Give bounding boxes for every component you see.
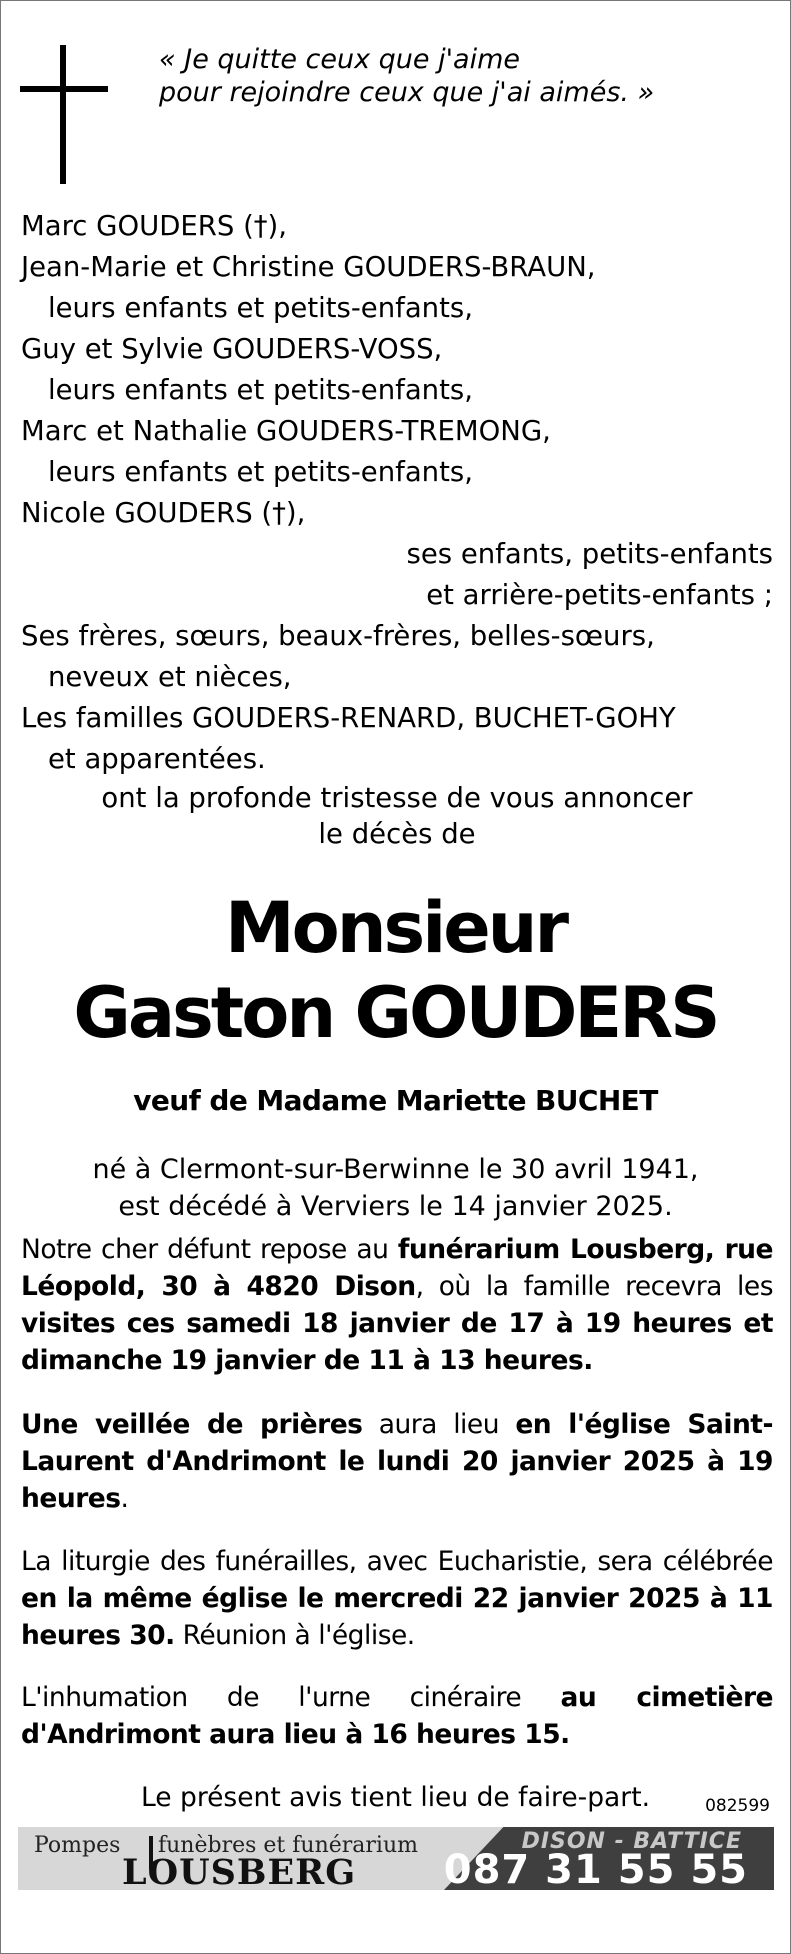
- family-line: Guy et Sylvie GOUDERS-VOSS,: [21, 333, 443, 365]
- announce-line: ont la profonde tristesse de vous annoncer: [101, 782, 693, 814]
- reference-number: 082599: [705, 1796, 770, 1816]
- family-line: ses enfants, petits-enfants: [406, 538, 773, 570]
- closing-line: Le présent avis tient lieu de faire-part.: [140, 1782, 651, 1813]
- banner-pompes: Pompes: [34, 1833, 121, 1858]
- epitaph-quote: « Je quitte ceux que j'aime pour rejoindre ceux que j'ai aimés. »: [159, 44, 655, 108]
- liturgy-paragraph: La liturgie des funérailles, avec Eucharistie, sera célébrée en la même église le mercredi 22 janvier 2025 à 11 heures 30. Réunion à l'église.: [21, 1546, 773, 1651]
- announce-line: le décès de: [318, 818, 476, 850]
- deceased-title: Monsieur: [224, 887, 567, 969]
- family-list: [21, 206, 773, 852]
- family-line: leurs enfants et petits-enfants,: [48, 456, 473, 488]
- widower-line: veuf de Madame Mariette BUCHET: [133, 1084, 658, 1117]
- family-line: Marc et Nathalie GOUDERS-TREMONG,: [21, 415, 551, 447]
- family-line: neveux et nièces,: [48, 661, 292, 693]
- burial-paragraph: L'inhumation de l'urne cinéraire au cimetière d'Andrimont aura lieu à 16 heures 15.: [21, 1682, 773, 1750]
- death-line: est décédé à Verviers le 14 janvier 2025.: [118, 1191, 673, 1222]
- birth-line: né à Clermont-sur-Berwinne le 30 avril 1941,: [92, 1154, 699, 1185]
- family-line: et arrière-petits-enfants ;: [426, 579, 773, 611]
- cross-icon: [60, 45, 66, 184]
- banner-funebres: funèbres et funérarium: [158, 1833, 418, 1858]
- family-line: Nicole GOUDERS (†),: [21, 497, 306, 529]
- deceased-name: Gaston GOUDERS: [73, 972, 718, 1054]
- family-line: leurs enfants et petits-enfants,: [48, 292, 473, 324]
- family-line: et apparentées.: [48, 743, 266, 775]
- family-line: Ses frères, sœurs, beaux-frères, belles-sœurs,: [21, 620, 655, 652]
- family-line: Les familles GOUDERS-RENARD, BUCHET-GOHY: [21, 702, 676, 734]
- birth-death: [1, 1151, 790, 1225]
- family-line: Jean-Marie et Christine GOUDERS-BRAUN,: [21, 251, 596, 283]
- cross-icon-bar: [20, 86, 108, 92]
- banner-brand: LOUSBERG: [122, 1852, 357, 1890]
- vigil-paragraph: Une veillée de prières aura lieu en l'église Saint-Laurent d'Andrimont le lundi 20 janvier 2025 à 19 heures.: [21, 1409, 773, 1514]
- banner-phone: 087 31 55 55: [443, 1847, 748, 1890]
- family-line: leurs enfants et petits-enfants,: [48, 374, 473, 406]
- banner-location: DISON - BATTICE: [521, 1829, 742, 1854]
- family-line: Marc GOUDERS (†),: [21, 210, 288, 242]
- funeral-home-banner: [18, 1827, 774, 1890]
- rest-paragraph: Notre cher défunt repose au funérarium Lousberg, rue Léopold, 30 à 4820 Dison, où la famille recevra les visites ces samedi 18 janvier de 17 à 19 heures et dimanche 19 janvier de 11 à 13 heures.: [21, 1234, 773, 1376]
